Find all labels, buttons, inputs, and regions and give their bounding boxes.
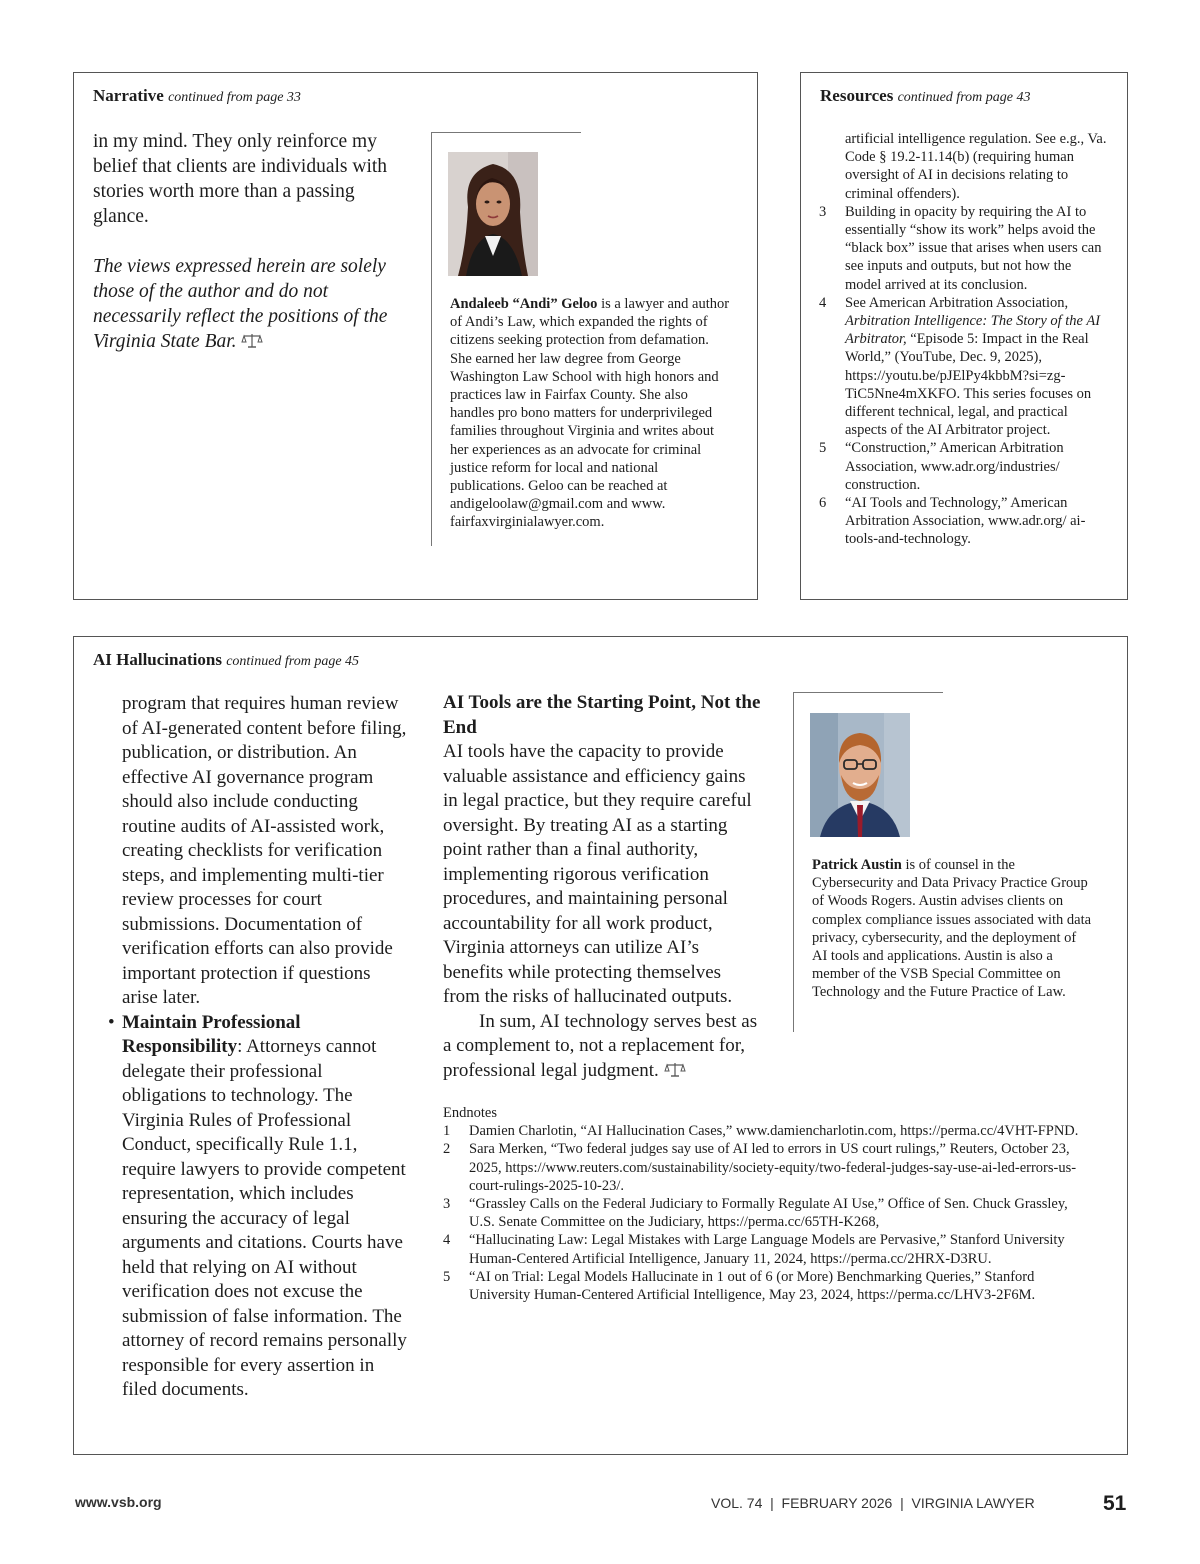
author-bio-text-austin: is of counsel in the Cybersecurity and Data Privacy Practice Group of Woods Rogers. Austin advises clients on complex compliance issues associated with data privacy, cybersecurity, and the deployment of AI tools and applications. Austin is also a member of the VSB Special Committee on Technology and the Future Practice of Law.	[812, 857, 1092, 1001]
footer-issue: VOL. 74 | FEBRUARY 2026 | VIRGINIA LAWYER	[711, 1495, 1035, 1511]
endnote-item: 2 Sara Merken, “Two federal judges say use of AI led to errors in US court rulings,” Reuters, October 23, 2025, https://www.reuters.com/sustainability/society-equity/two-federal-judges-say-use-ai-led-errors-us-court-rulings-2025-10-23/.	[443, 1141, 1077, 1194]
narrative-title: Narrative	[93, 86, 164, 105]
hallucinations-title: AI Hallucinations	[93, 650, 222, 669]
resource-note: 5 “Construction,” American Arbitration Association, www.adr.org/industries/ construction.	[819, 440, 1064, 493]
bullet-professional-responsibility	[108, 1011, 408, 1403]
footer-url[interactable]: www.vsb.org	[75, 1494, 162, 1510]
author-photo-austin	[810, 713, 910, 837]
endnote-item: 1 Damien Charlotin, “AI Hallucination Cases,” www.damiencharlotin.com, https://perma.cc/4VHT-FPND.	[443, 1123, 1079, 1140]
bio-rule-left	[431, 132, 432, 546]
scales-icon	[664, 1061, 686, 1079]
narrative-text	[93, 129, 405, 354]
resources-continued: continued from page 43	[897, 90, 1031, 105]
page-number: 51	[1103, 1492, 1127, 1515]
resources-title: Resources	[820, 86, 894, 105]
hallucinations-col2	[443, 691, 761, 1083]
scales-icon	[241, 332, 263, 350]
resource-note: 6 “AI Tools and Technology,” American Arbitration Association, www.adr.org/ ai-tools-and-technology.	[819, 495, 1086, 548]
hallucinations-continued: continued from page 45	[226, 654, 360, 669]
author-bio-text-geloo: is a lawyer and author of Andi’s Law, which expanded the rights of citizens seeking protection from defamation. She earned her law degree from George Washington Law School with high honors and practices law in Fairfax County. She also handles pro bono matters for underprivileged families throughout Virginia and writes about her experiences as an advocate for criminal justice reform for local and national publications. Geloo can be reached at andigeloolaw@gmail.com and www. fairfaxvirginialawyer.com.	[450, 296, 730, 531]
bio-rule-top	[793, 692, 943, 693]
narrative-continued: continued from page 33	[168, 90, 301, 105]
endnote-item: 3 “Grassley Calls on the Federal Judiciary to Formally Regulate AI Use,” Office of Sen. Chuck Grassley, U.S. Senate Committee on the Judiciary, https://perma.cc/65TH-K268,	[443, 1196, 1068, 1231]
resources-header	[820, 86, 1030, 106]
narrative-paragraph: in my mind. They only reinforce my belief that clients are individuals with stories worth more than a passing glance.	[93, 131, 388, 227]
resources-notes	[819, 130, 1111, 549]
narrative-header	[93, 86, 301, 106]
col1-paragraph: program that requires human review of AI-generated content before filing, publication, or distribution. An effective AI governance program should also include conducting routine audits of AI-assisted work, creating checklists for verification steps, and implementing multi-tier review processes for court submissions. Documentation of verification efforts can also provide important protection if questions arise later.	[122, 693, 407, 1008]
endnotes	[443, 1104, 1091, 1304]
bullet-label: Maintain Professional Responsibility	[122, 1011, 301, 1057]
bullet-icon: •	[108, 1011, 115, 1033]
bullet-text: : Attorneys cannot delegate their professional obligations to technology. The Virginia Rules of Professional Conduct, specifically Rule 1.1, require lawyers to provide competent representation, which includes ensuring the accuracy of legal arguments and citations. Courts have held that relying on AI without verification does not excuse the submission of false information. The attorney of record remains personally responsible for every assertion in filed documents.	[122, 1036, 407, 1400]
bio-rule-left	[793, 692, 794, 1032]
resource-note: 4 See American Arbitration Association, Arbitration Intelligence: The Story of the AI Arbitrator, “Episode 5: Impact in the Real World,” (YouTube, Dec. 9, 2025), https://youtu.be/pJElPy4kbbM?si=zg-TiC5Nne4mXKFO. This series focuses on different technical, legal, and practical aspects of the AI Arbitrator project.	[819, 294, 1101, 439]
endnotes-title: Endnotes	[443, 1105, 497, 1121]
resource-note: 3 Building in opacity by requiring the AI to essentially “show its work” helps avoid the “black box” issue that arises when users can see inputs and outputs, but not how the model arrived at its conclusion.	[819, 203, 1102, 293]
author-name-geloo: Andaleeb “Andi” Geloo	[450, 296, 598, 312]
author-photo-geloo	[448, 152, 538, 276]
narrative-disclaimer: The views expressed herein are solely those of the author and do not necessarily reflect the positions of the Virginia State Bar.	[93, 256, 388, 352]
col2-conclusion: In sum, AI technology serves best as a complement to, not a replacement for, professional legal judgment.	[443, 1010, 758, 1081]
author-bio-geloo	[450, 295, 732, 532]
section-subhead: AI Tools are the Starting Point, Not the End	[443, 692, 761, 738]
author-bio-austin	[812, 856, 1094, 1002]
hallucinations-col1	[108, 692, 408, 1403]
endnote-item: 4 “Hallucinating Law: Legal Mistakes with Large Language Models are Pervasive,” Stanford University Human-Centered Artificial Intelligence, January 11, 2024, https://perma.cc/2HRX-D3RU.	[443, 1232, 1065, 1267]
col2-paragraph: AI tools have the capacity to provide valuable assistance and efficiency gains in legal practice, but they require careful oversight. By treating AI as a starting point rather than a final authority, implementing rigorous verification procedures, and maintaining personal accountability for all work product, Virginia attorneys can utilize AI’s benefits while protecting themselves from the risks of hallucinated outputs.	[443, 741, 752, 1007]
resources-intro: artificial intelligence regulation. See e.g., Va. Code § 19.2-11.14(b) (requiring human oversight of AI in decisions relating to criminal offenders).	[845, 131, 1107, 202]
endnote-item: 5 “AI on Trial: Legal Models Hallucinate in 1 out of 6 (or More) Benchmarking Queries,” Stanford University Human-Centered Artificial Intelligence, May 23, 2024, https://perma.cc/LHV3-2F6M.	[443, 1268, 1036, 1304]
bio-rule-top	[431, 132, 581, 133]
hallucinations-header	[93, 650, 359, 670]
author-name-austin: Patrick Austin	[812, 857, 902, 873]
